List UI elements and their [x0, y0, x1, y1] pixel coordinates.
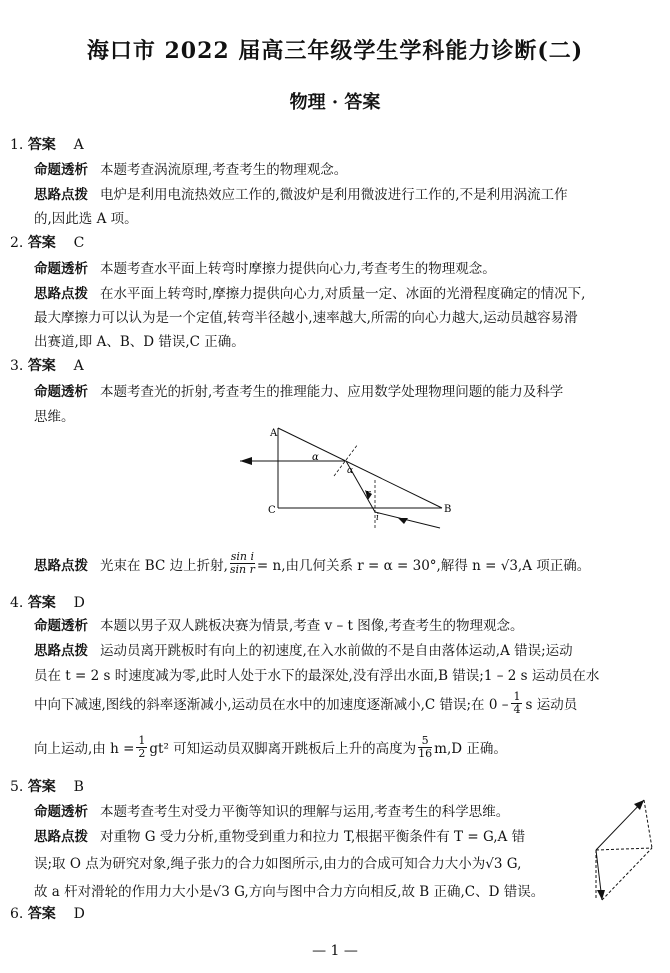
intent-label: 命题透析: [34, 384, 88, 400]
q5-answer: B: [73, 779, 84, 795]
hint-label: 思路点拨: [34, 558, 88, 574]
q3-hint-a: 光束在 BC 边上折射,: [100, 558, 228, 574]
q2-hint-2: 最大摩擦力可以认为是一个定值,转弯半径越小,速率越大,所需的向心力越大,运动员越容易滑: [34, 310, 578, 326]
arrow-left-icon: [240, 457, 252, 465]
hint-label: 思路点拨: [34, 643, 88, 659]
page-number: — 1 —: [312, 943, 358, 959]
q1-answer-line: [10, 134, 84, 154]
q2-hint-line: [34, 282, 585, 302]
document-subtitle: 物理 · 答案: [289, 92, 381, 113]
resultant-force: [596, 848, 652, 850]
q4-frac1-num: 1: [513, 690, 521, 703]
q3-intent-line: [34, 380, 563, 400]
q3-intent-2: 思维。: [34, 409, 75, 425]
q4-frac3-den: 16: [418, 747, 433, 760]
hint-label: 思路点拨: [34, 187, 88, 203]
document-title: 海口市 2022 届高三年级学生学科能力诊断(二): [86, 38, 584, 64]
q4-hint-4b: gt² 可知运动员双脚离开跳板后上升的高度为: [149, 741, 417, 757]
q4-fraction-2: [136, 735, 147, 760]
label-c: C: [268, 505, 276, 516]
q6-answer-line: [10, 903, 85, 923]
q2-hint-3: 出赛道,即 A、B、D 错误,C 正确。: [34, 334, 245, 350]
q4-frac2-num: 1: [138, 734, 146, 747]
q4-frac2-den: 2: [138, 747, 146, 760]
q4-hint-4: [34, 734, 507, 762]
answer-label: 答案: [27, 137, 56, 153]
ray-incoming: [375, 512, 440, 528]
label-alpha-1: α: [312, 452, 319, 463]
q3-hint-b: = n,由几何关系 r = α = 30°,解得 n = √3,A 项正确。: [256, 558, 591, 574]
q4-hint-3b: s 运动员: [525, 697, 578, 713]
answer-label: 答案: [27, 358, 56, 374]
q4-number: 4.: [10, 595, 24, 611]
answer-label: 答案: [27, 906, 56, 922]
q3-intent-1: 本题考查光的折射,考查考生的推理能力、应用数学处理物理问题的能力及科学: [100, 384, 564, 400]
q2-intent-line: [34, 257, 496, 277]
label-i: i: [376, 513, 379, 523]
q4-hint-3: [34, 690, 578, 718]
q4-frac3-num: 5: [418, 735, 432, 748]
q5-hint-3: 故 a 杆对滑轮的作用力大小是√3 G,方向与图中合力方向相反,故 B 正确,C、D 错误。: [34, 884, 545, 900]
q3-fraction: [230, 551, 255, 576]
q6-number: 6.: [10, 906, 24, 922]
refraction-prism-figure: [230, 420, 470, 530]
label-alpha-2: α: [347, 466, 354, 476]
q4-intent-line: [34, 614, 524, 634]
q3-answer-line: [10, 355, 84, 375]
q5-hint-line: [34, 825, 525, 845]
q2-hint-1: 在水平面上转弯时,摩擦力提供向心力,对质量一定、冰面的光滑程度确定的情况下,: [100, 286, 586, 302]
q4-answer: D: [73, 595, 85, 611]
q2-answer: C: [73, 235, 85, 251]
q5-intent: 本题考查考生对受力平衡等知识的理解与运用,考查考生的科学思维。: [100, 804, 510, 820]
q1-number: 1.: [10, 137, 24, 153]
q3-frac-num: sin i: [230, 550, 255, 563]
arrow-in-icon: [398, 518, 408, 524]
intent-label: 命题透析: [34, 618, 88, 634]
q1-answer: A: [73, 137, 84, 153]
q4-answer-line: [10, 592, 85, 612]
answer-label: 答案: [27, 235, 56, 251]
q5-intent-line: [34, 800, 509, 820]
answer-label: 答案: [27, 779, 56, 795]
q4-hint-3a: 中向下减速,图线的斜率逐渐减小,运动员在水中的加速度逐渐减小,C 错误;在 0 –: [34, 697, 509, 713]
q3-answer: A: [73, 358, 84, 374]
q2-number: 2.: [10, 235, 24, 251]
hint-label: 思路点拨: [34, 286, 88, 302]
intent-label: 命题透析: [34, 162, 88, 178]
q4-fraction-1: [511, 691, 522, 716]
q4-hint-4a: 向上运动,由 h =: [34, 741, 135, 757]
q5-hint-2: 误;取 O 点为研究对象,绳子张力的合力如图所示,由力的合成可知合力大小为√3 G,: [34, 856, 522, 872]
q4-hint-2: 员在 t = 2 s 时速度减为零,此时人处于水下的最深处,没有浮出水面,B 错误;1 – 2 s 运动员在水: [34, 668, 600, 684]
q6-answer: D: [73, 906, 85, 922]
parallel-side-2: [602, 848, 652, 900]
q1-hint-1: 电炉是利用电流热效应工作的,微波炉是利用微波进行工作的,不是利用涡流工作: [100, 187, 568, 203]
intent-label: 命题透析: [34, 804, 88, 820]
q5-answer-line: [10, 776, 84, 796]
q5-number: 5.: [10, 779, 24, 795]
q4-frac1-den: 4: [513, 703, 521, 716]
answer-label: 答案: [27, 595, 56, 611]
q4-intent: 本题以男子双人跳板决赛为情景,考查 v – t 图像,考查考生的物理观念。: [100, 618, 524, 634]
q4-fraction-3: [418, 735, 432, 760]
q1-intent: 本题考查涡流原理,考查考生的物理观念。: [100, 162, 348, 178]
label-a: A: [270, 428, 278, 439]
hint-label: 思路点拨: [34, 829, 88, 845]
q3-hint-line: [34, 550, 591, 579]
q1-hint-line: [34, 183, 568, 203]
label-r: r: [366, 489, 371, 499]
q4-hint-1: 运动员离开跳板时有向上的初速度,在入水前做的不是自由落体运动,A 错误;运动: [100, 643, 573, 659]
q2-answer-line: [10, 232, 84, 252]
prism-edge-ab: [278, 428, 442, 508]
force-parallelogram-figure: [588, 792, 664, 904]
q4-hint-4c: m,D 正确。: [434, 741, 507, 757]
q1-hint-2: 的,因此选 A 项。: [34, 211, 138, 227]
parallel-side-1: [644, 800, 652, 848]
force-t1: [596, 800, 644, 850]
label-b: B: [444, 504, 452, 515]
q1-intent-line: [34, 158, 347, 178]
q3-frac-den: sin r: [229, 563, 255, 576]
q4-hint-line: [34, 639, 573, 659]
q2-intent: 本题考查水平面上转弯时摩擦力提供向心力,考查考生的物理观念。: [100, 261, 496, 277]
intent-label: 命题透析: [34, 261, 88, 277]
q3-number: 3.: [10, 358, 24, 374]
q5-hint-1: 对重物 G 受力分析,重物受到重力和拉力 T,根据平衡条件有 T = G,A 错: [100, 829, 526, 845]
normal-line-1: [334, 444, 358, 476]
